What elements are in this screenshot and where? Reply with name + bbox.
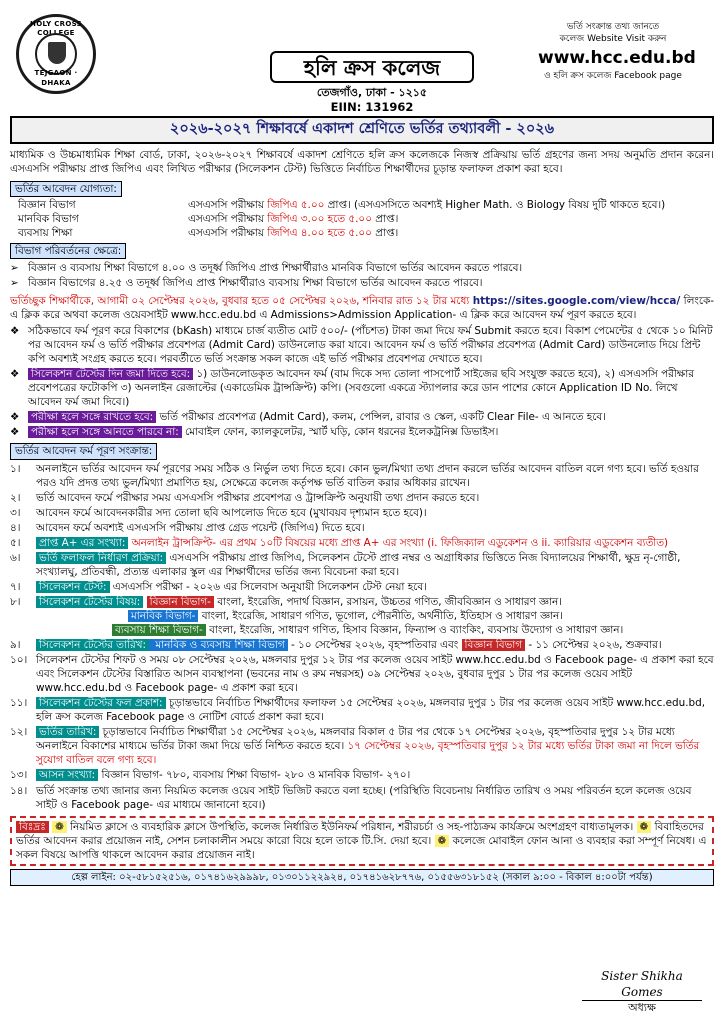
list-item: ১১। সিলেকশন টেস্টের ফল প্রকাশ: চূড়ান্তভাবে নির্বাচিত শিক্ষার্থীদের ফলাফল ১৫ সেপ্টেম্বর ২০২৬, মঙ্গলবার দুপুর ১ টার পর কলেজ ওয়েব সাইট www.hcc.edu.bd, হলি ক্রস কলেজ Facebook page ও নোটিশ বোর্ডে প্রকাশ করা হবে। <box>10 697 706 724</box>
list-item: ৪। আবেদন ফর্মে অবশ্যই এসএসসি পরীক্ষায় প্রাপ্ত গ্রেড পয়েন্ট (জিপিএ) দিতে হবে। <box>10 521 365 534</box>
eiin: EIIN: 131962 <box>330 100 414 114</box>
list-item: ➢ বিজ্ঞান বিভাগের ৪.২৫ ও তদূর্ধ্ব জিপিএ প্রাপ্ত শিক্ষার্থীরাও ব্যবসায় শিক্ষা বিভাগে ভর্তির আবেদন করতে পারবে। <box>10 276 483 289</box>
signature: Sister Shikha Gomes <box>582 968 702 1001</box>
shield-icon <box>48 42 66 64</box>
application-link[interactable]: https://sites.google.com/view/hcca/ <box>472 294 681 307</box>
list-item: ৭। সিলেকশন টেস্ট: এসএসসি পরীক্ষা - ২০২৬ এর সিলেবাস অনুযায়ী সিলেকশন টেস্ট নেয়া হবে। <box>10 580 427 593</box>
flower-icon: ❁ <box>637 821 652 833</box>
list-item: ৮। সিলেকশন টেস্টের বিষয়: বিজ্ঞান বিভাগ- বাংলা, ইংরেজি, পদার্থ বিজ্ঞান, রসায়ন, উচ্চতর গণিত, জীববিজ্ঞান ও সাধারণ জ্ঞান। মানবিক বিভাগ- বাংলা, ইংরেজি, সাধারণ গণিত, ভূগোল, পৌরনীতি, অর্থনীতি, ইতিহাস ও সাধারণ জ্ঞান। ব্যবসায় শিক্ষা বিভাগ- বাংলা, ইংরেজি, সাধারণ গণিত, হিসাব বিজ্ঞান, ফিন্যান্স ও ব্যাংকিং, ব্যবসায় উদ্যোগ ও সাধারণ জ্ঞান। <box>10 595 624 637</box>
diamond-bullet-icon: ❖ <box>10 325 20 338</box>
website-info: ভর্তি সংক্রান্ত তথ্য জানতে কলেজ Website Visit করুন www.hcc.edu.bd ও হলি ক্রস কলেজ Facebook page <box>538 22 696 82</box>
list-item: ৯। সিলেকশন টেস্টের তারিখ: মানবিক ও ব্যবসায় শিক্ষা বিভাগ - ১০ সেপ্টেম্বর ২০২৬, বৃহস্পতিবার এবং বিজ্ঞান বিভাগ - ১১ সেপ্টেম্বর ২০২৬, শুক্রবার। <box>10 639 662 652</box>
intro-paragraph: মাধ্যমিক ও উচ্চমাধ্যমিক শিক্ষা বোর্ড, ঢাকা, ২০২৬-২০২৭ শিক্ষাবর্ষে একাদশ শ্রেণিতে হলি ক্রস কলেজকে নিজস্ব প্রক্রিয়ায় ভর্তি গ্রহণের জন্য সদয় অনুমতি প্রদান করেন। এসএসসি পরীক্ষায় প্রাপ্ত জিপিএ এবং লিখিত পরীক্ষার (সিলেকশন টেস্ট) ভিত্তিতে নির্বাচিত শিক্ষার্থীদের চূড়ান্ত ফলাফল প্রকাশ করা হবে। <box>10 148 714 175</box>
page-title: ২০২৬-২০২৭ শিক্ষাবর্ষে একাদশ শ্রেণিতে ভর্তির তথ্যাবলী - ২০২৬ <box>10 116 714 144</box>
list-item: ৬। ভর্তি ফলাফল নির্ধারণ প্রক্রিয়া: এসএসসি পরীক্ষায় প্রাপ্ত জিপিএ, সিলেকশন টেস্টে প্রাপ্ত নম্বর ও অগ্রাধিকার ভিত্তিতে নিজ বিদ্যালয়ের শিক্ষার্থী, ক্ষুদ্র নৃ-গোষ্ঠী, সংখ্যালঘু, প্রতিবন্ধী, প্রত্যন্ত এলাকার স্কুল এর শিক্ষার্থীদের ভর্তির জন্য বিবেচনা করা হবে। <box>10 551 681 578</box>
signatory-role: অধ্যক্ষ <box>628 1001 656 1015</box>
college-seal <box>16 14 96 94</box>
header <box>10 6 714 114</box>
list-item: ১। অনলাইনে ভর্তির আবেদন ফর্ম পূরণের সময় সঠিক ও নির্ভুল তথ্য দিতে হবে। কোন ভুল/মিথ্যা তথ্য প্রদান করলে ভর্তির আবেদন বাতিল বলে গণ্য হবে। ভর্তি হওয়ার পরও যদি প্রদত্ত তথ্য ভুল/মিথ্যা প্রমাণিত হয়, সেক্ষেত্রে কলেজ কর্তৃপক্ষ ভর্তি বাতিল করার অধিকার রাখেন। <box>10 462 699 489</box>
list-item: ১০। সিলেকশন টেস্টের শিফট ও সময় ০৮ সেপ্টেম্বর ২০২৬, মঙ্গলবার দুপুর ১২ টার পর কলেজ ওয়েব সাইট www.hcc.edu.bd ও Facebook page- এ প্রকাশ করা হবে এবং সিলেকশন টেস্টের বিস্তারিত আসন ব্যবস্থাপনা (ভবনের নাম ও রুম নম্বরসহ) ০৯ সেপ্টেম্বর ২০২৬, বুধবার দুপুর ১ টার পর কলেজ ওয়েব সাইট www.hcc.edu.bd ও Facebook page- এ প্রকাশ করা হবে। <box>10 654 714 695</box>
signature-block <box>582 968 702 1016</box>
flower-icon: ❁ <box>52 821 67 833</box>
list-item: ➢ বিজ্ঞান ও ব্যবসায় শিক্ষা বিভাগে ৪.০০ ও তদূর্ধ্ব জিপিএ প্রাপ্ত শিক্ষার্থীরাও মানবিক বিভাগে ভর্তির আবেদন করতে পারবে। <box>10 261 523 274</box>
seal-top-text: HOLY CROSS COLLEGE <box>30 20 82 38</box>
dept-change-heading: বিভাগ পরিবর্তনের ক্ষেত্রে: <box>10 243 126 259</box>
notice-box: বিঃদ্রঃ ❁ নিয়মিত ক্লাসে ও ব্যবহারিক ক্লাসে উপস্থিতি, কলেজ নির্ধারিত ইউনিফর্ম পরিধান, শরীরচর্চা ও সহ-পাঠ্যক্রম কার্যক্রমে অংশগ্রহণ বাধ্যতামূলক। ❁ বিবাহিতদের ভর্তির আবেদন করার প্রয়োজন নাই, সেশন চলাকালীন সময়ে কারো বিয়ে হলে তাকে টি.সি. দেয়া হবে। ❁ কলেজে মোবাইল ফোন আনা ও ব্যবহার করা সম্পূর্ণ নিষেধ। এ সকল বিষয়ে আপত্তি থাকলে আবেদন করার প্রয়োজন নাই। <box>10 816 714 866</box>
payment-info: ❖ সঠিকভাবে ফর্ম পূরণ করে বিকাশের (bKash) মাধ্যমে চার্জ ব্যতীত মোট ৫০০/- (পাঁচশত) টাকা জমা দিয়ে ফর্ম Submit করতে হবে। বিকাশ পেমেন্টের ৫ থেকে ১০ মিনিট পর আবেদন ফর্ম ও ভর্তি পরীক্ষার প্রবেশপত্র (Admit Card) ডাউনলোড করা যাবে। আবেদন ফর্ম ও ভর্তি পরীক্ষার প্রবেশপত্র (Admit Card) ডাউনলোড দিয়ে প্রিন্ট কপি অবশ্যই সংগ্রহ করতে হবে। পরবর্তীতে ভর্তি সংক্রান্ত সকল কাজে এই ভর্তি পরীক্ষার প্রবেশপত্র দেখাতে হবে। <box>10 325 713 366</box>
arrow-icon: ➢ <box>10 276 19 289</box>
list-item: ৫। প্রাপ্ত A+ এর সংখ্যা: অনলাইন ট্রান্সক্রিপ্ট- এর প্রথম ১০টি বিষয়ের মধ্যে প্রাপ্ত A+ এর সংখ্যা (i. ফিজিক্যাল এডুকেশন ও ii. ক্যারিয়ার এডুকেশন ব্যতীত) <box>10 536 669 549</box>
website-link[interactable]: www.hcc.edu.bd <box>538 48 696 69</box>
seal-bottom-text: TEJGAON · DHAKA <box>34 69 78 87</box>
list-item: ১৪। ভর্তি সংক্রান্ত তথ্য জানার জন্য নিয়মিত কলেজ ওয়েব সাইট ভিজিট করতে বলা হচ্ছে। (পরিস্থিতি বিবেচনায় নির্ধারিত তারিখ ও সময় পরিবর্তন হলে কলেজ ওয়েব সাইট ও Facebook page- এর মাধ্যমে জানানো হবে।) <box>10 784 692 811</box>
list-item: ১৩। আসন সংখ্যা: বিজ্ঞান বিভাগ- ৭৮০, ব্যবসায় শিক্ষা বিভাগ- ২৮০ ও মানবিক বিভাগ- ২৭০। <box>10 769 411 782</box>
diamond-bullet-icon: ❖ <box>10 426 20 439</box>
list-item: ১২। ভর্তির তারিখ: চূড়ান্তভাবে নির্বাচিত শিক্ষার্থীরা ১৫ সেপ্টেম্বর ২০২৬, মঙ্গলবার বিকাল ৫ টার পর থেকে ১৭ সেপ্টেম্বর ২০২৬, বৃহস্পতিবার দুপুর ১২ টার মধ্যে অনলাইনে বিকাশের মাধ্যমে ভর্তির টাকা জমা দিয়ে ভর্তি নিশ্চিত করতে হবে। ১৭ সেপ্টেম্বর ২০২৬, বৃহস্পতিবার দুপুর ১২ টার মধ্যে ভর্তির টাকা জমা না দিলে ভর্তির সুযোগ বাতিল বলে গণ্য হবে। <box>10 726 700 767</box>
eligibility-row-humanities: মানবিক বিভাগ এসএসসি পরীক্ষায় জিপিএ ৩.০০ হতে ৫.০০ প্রাপ্ত। <box>18 212 399 225</box>
college-name: হলি ক্রস কলেজ <box>270 51 474 83</box>
list-item: ২। ভর্তি আবেদন ফর্মে পরীক্ষার সময় এসএসসি পরীক্ষার প্রবেশপত্র ও ট্রান্সক্রিপ্ট অনুযায়ী তথ্য প্রদান করতে হবে। <box>10 491 480 504</box>
deadline-paragraph: ভর্তিচ্ছুক শিক্ষার্থীকে, আগামী ০২ সেপ্টেম্বর ২০২৬, বুধবার হতে ০৫ সেপ্টেম্বর ২০২৬, শনিবার রাত ১২ টার মধ্যে https://sites.google.com/view/hcca/ লিংকে-এ ক্লিক করে অথবা কলেজ ওয়েবসাইট www.hcc.edu.bd এ Admissions>Admission Application- এ ক্লিক করে আবেদন ফর্ম পূরণ করতে হবে। <box>10 294 715 322</box>
list-item: ৩। আবেদন ফর্মে আবেদনকারীর সদ্য তোলা ছবি আপলোড দিতে হবে (মুখাবয়ব দৃশ্যমান হতে হবে)। <box>10 506 427 519</box>
eligibility-row-science: বিজ্ঞান বিভাগ এসএসসি পরীক্ষায় জিপিএ ৫.০০ প্রাপ্ত। (এসএসসিতে অবশ্যই Higher Math. ও Biology বিষয় দুটি থাকতে হবে।) <box>18 198 666 211</box>
college-address: তেজগাঁও, ঢাকা - ১২১৫ <box>316 86 428 99</box>
eligibility-row-business: ব্যবসায় শিক্ষা এসএসসি পরীক্ষায় জিপিএ ৪.০০ হতে ৫.০০ প্রাপ্ত। <box>18 226 399 239</box>
diamond-bullet-icon: ❖ <box>10 368 20 381</box>
form-section-heading: ভর্তির আবেদন ফর্ম পূরণ সংক্রান্ত: <box>10 443 157 459</box>
bring-items: ❖ পরীক্ষা হলে সঙ্গে রাখতে হবে: ভর্তি পরীক্ষার প্রবেশপত্র (Admit Card), কলম, পেন্সিল, রাবার ও স্কেল, একটি Clear File- এ আনতে হবে। <box>10 411 606 424</box>
eligibility-heading: ভর্তির আবেদন যোগ্যতা: <box>10 181 122 197</box>
submit-docs: ❖ সিলেকশন টেস্টের দিন জমা দিতে হবে: ১) ডাউনলোডকৃত আবেদন ফর্ম (বাম দিকে সদ্য তোলা পাসপোর্ট সাইজের ছবি সংযুক্ত করতে হবে), ২) এসএসসি পরীক্ষার প্রবেশপত্রের ফটোকপি ৩) অনলাইন রেজাল্টের (একাডেমিক ট্রান্সক্রিপ্ট) কপি। (সবগুলো একত্রে স্ট্যাপলার করে ডান পাশের কোনে Application ID No. লিখে আবেদন ফর্ম জমা দিবে।) <box>10 368 694 409</box>
not-bring-items: ❖ পরীক্ষা হলে সঙ্গে আনতে পারবে না: মোবাইল ফোন, ক্যালকুলেটর, স্মার্ট ঘড়ি, কোন ধরনের ইলেকট্রনিক্স ডিভাইস। <box>10 426 499 439</box>
diamond-bullet-icon: ❖ <box>10 411 20 424</box>
flower-icon: ❁ <box>435 835 450 847</box>
eligibility-table <box>10 198 714 240</box>
helpline: হেল্প লাইন: ০২-৫৮১৫২৫১৬, ০১৭৪১৬২৯৯৯৮, ০১৩০১১২২৯২৪, ০১৭৪১৬২৮৭৭৬, ০১৫৫৬৩১৮১৫২ (সকাল ৯:০০ - বিকাল ৪:০০টা পর্যন্ত) <box>10 869 714 887</box>
arrow-icon: ➢ <box>10 261 19 274</box>
